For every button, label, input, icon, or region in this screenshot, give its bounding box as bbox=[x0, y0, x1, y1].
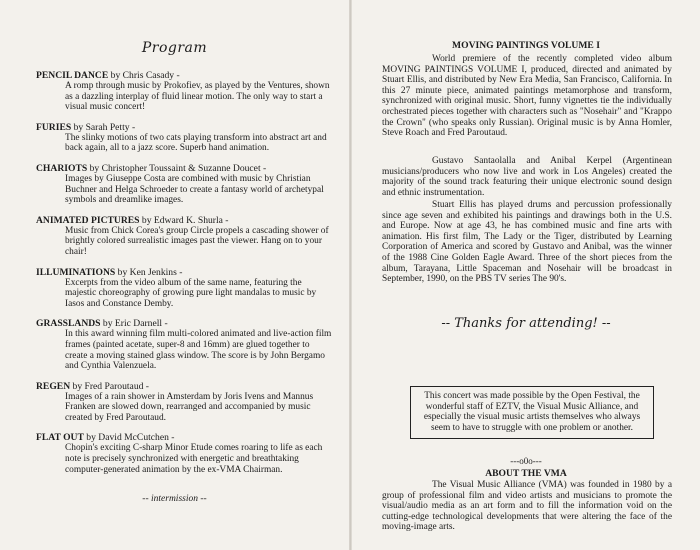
body-text bbox=[382, 54, 672, 139]
item-author: by David McCutchen - bbox=[86, 432, 175, 444]
paragraph: Gustavo Santaolalla and Anibal Kerpel (Argentinean musicians/producers who now live and work in Los Angeles) created the majority of the sound track featuring their unique electronic sound design and ethnic instrumentation. bbox=[382, 156, 672, 198]
item-title: GRASSLANDS bbox=[36, 318, 101, 330]
program-item bbox=[36, 432, 332, 475]
program-item bbox=[36, 267, 332, 310]
body-text bbox=[382, 200, 672, 285]
intermission-label: -- intermission -- bbox=[142, 494, 207, 504]
item-description: Images by Giuseppe Costa are combined with music by Christian Buchner and Helga Schroeder to create a fantasy world of archetypal symbols and dreamlike images. bbox=[65, 173, 324, 206]
item-description: The slinky motions of two cats playing transform into abstract art and back again, all to a jazz score. Superb hand animation. bbox=[65, 132, 327, 154]
paragraph: World premiere of the recently completed video album MOVING PAINTINGS VOLUME I, produced, directed and animated by Stuart Ellis, and distributed by New Era Media, San Francisco, California. In this 27 minute piece, animated paintings metamorphose and transform, synchronized with original music. Short, funny vignettes tie the individually orchestrated pieces together with characters such as "Nosehair" and "Krappo the Crown" (who speaks only Russian). Original music is by Anna Homler, Steve Roach and Fred Paroutaud. bbox=[382, 54, 672, 139]
paragraph: The Visual Music Alliance (VMA) was founded in 1980 by a group of professional film and video artists and musicians to promote the visual/audio media as an art form and to fill the information void on the cutting-edge technological developments that were altering the face of the moving-image arts. bbox=[382, 480, 672, 533]
item-description: In this award winning film multi-colored animated and live-action film frames (painted acetate, super-8 and 16mm) are glued together to create a moving stained glass window. The score is by John Bergamo and Cynthia Valenzuela. bbox=[65, 329, 332, 372]
separator: ---o0o--- bbox=[510, 456, 542, 466]
program-item bbox=[36, 163, 332, 206]
body-text bbox=[382, 156, 672, 198]
about-heading: ABOUT THE VMA bbox=[485, 468, 567, 479]
item-title: ANIMATED PICTURES bbox=[36, 214, 140, 226]
section-title: MOVING PAINTINGS VOLUME I bbox=[452, 40, 600, 51]
item-description: A romp through music by Prokofiev, as played by the Ventures, shown as a dazzling interplay of fluid linear motion. The only way to start a visual music concert! bbox=[65, 81, 330, 113]
program-item bbox=[36, 122, 332, 154]
program-heading: Program bbox=[141, 40, 208, 56]
item-title: FLAT OUT bbox=[36, 432, 84, 444]
item-author: by Chris Casady - bbox=[110, 70, 180, 81]
program-item bbox=[36, 318, 332, 371]
program-item bbox=[36, 381, 332, 424]
item-description: Chopin's exciting C-sharp Minor Etude comes roaring to life as each note is precisely synchronized with energetic and breathtaking computer-generated animation by the ex-VMA Chairman. bbox=[65, 443, 323, 475]
item-author: by Edward K. Shurla - bbox=[141, 214, 229, 226]
acknowledgement-box: This concert was made possible by the Open Festival, the wonderful staff of EZTV, the Visual Music Alliance, and especially the visual music artists themselves who always seem to have to struggle with one problem or another. bbox=[410, 386, 654, 439]
left-page bbox=[0, 0, 349, 550]
item-description: Music from Chick Corea's group Circle propels a cascading shower of brightly colored surrealistic images past the viewer. Hang on to your chair! bbox=[65, 225, 329, 257]
item-author: by Ken Jenkins - bbox=[117, 266, 183, 278]
item-title: FURIES bbox=[36, 121, 72, 133]
item-author: by Sarah Petty - bbox=[73, 121, 136, 133]
item-author: by Eric Darnell - bbox=[102, 318, 168, 330]
item-author: by Christopher Toussaint & Suzanne Doucet - bbox=[89, 162, 267, 174]
item-title: ILLUMINATIONS bbox=[36, 266, 116, 278]
paragraph: Stuart Ellis has played drums and percussion professionally since age seven and exhibited his paintings and drawings both in the U.S. and Europe. Now at age 43, he has combined music and fine arts with animation. His first film, The Lady or the Tiger, distributed by Learning Corporation of America and scored by Gustavo and Anibal, was the winner of the 1988 Cine Golden Eagle Award. Three of the short pieces from the album, Tarayana, Little Spaceman and Nosehair will be broadcast in September, 1990, on the PBS TV series The 90's. bbox=[382, 200, 672, 285]
item-title: CHARIOTS bbox=[36, 162, 88, 174]
program-item bbox=[36, 70, 332, 113]
program-list bbox=[36, 70, 332, 484]
about-text bbox=[382, 480, 672, 533]
item-title: REGEN bbox=[36, 380, 71, 392]
program-item bbox=[36, 215, 332, 258]
right-page bbox=[352, 0, 700, 550]
item-description: Excerpts from the video album of the same name, featuring the majestic choreography of growing pure light mandalas to music by Iasos and Constance Demby. bbox=[65, 277, 317, 309]
thanks-message: -- Thanks for attending! -- bbox=[441, 316, 611, 331]
item-description: Images of a rain shower in Amsterdam by Joris Ivens and Mannus Franken are slowed down, rearranged and accompanied by music created by Fred Paroutaud. bbox=[65, 391, 314, 423]
item-author: by Fred Paroutaud - bbox=[72, 380, 150, 392]
item-title: PENCIL DANCE bbox=[36, 70, 109, 81]
